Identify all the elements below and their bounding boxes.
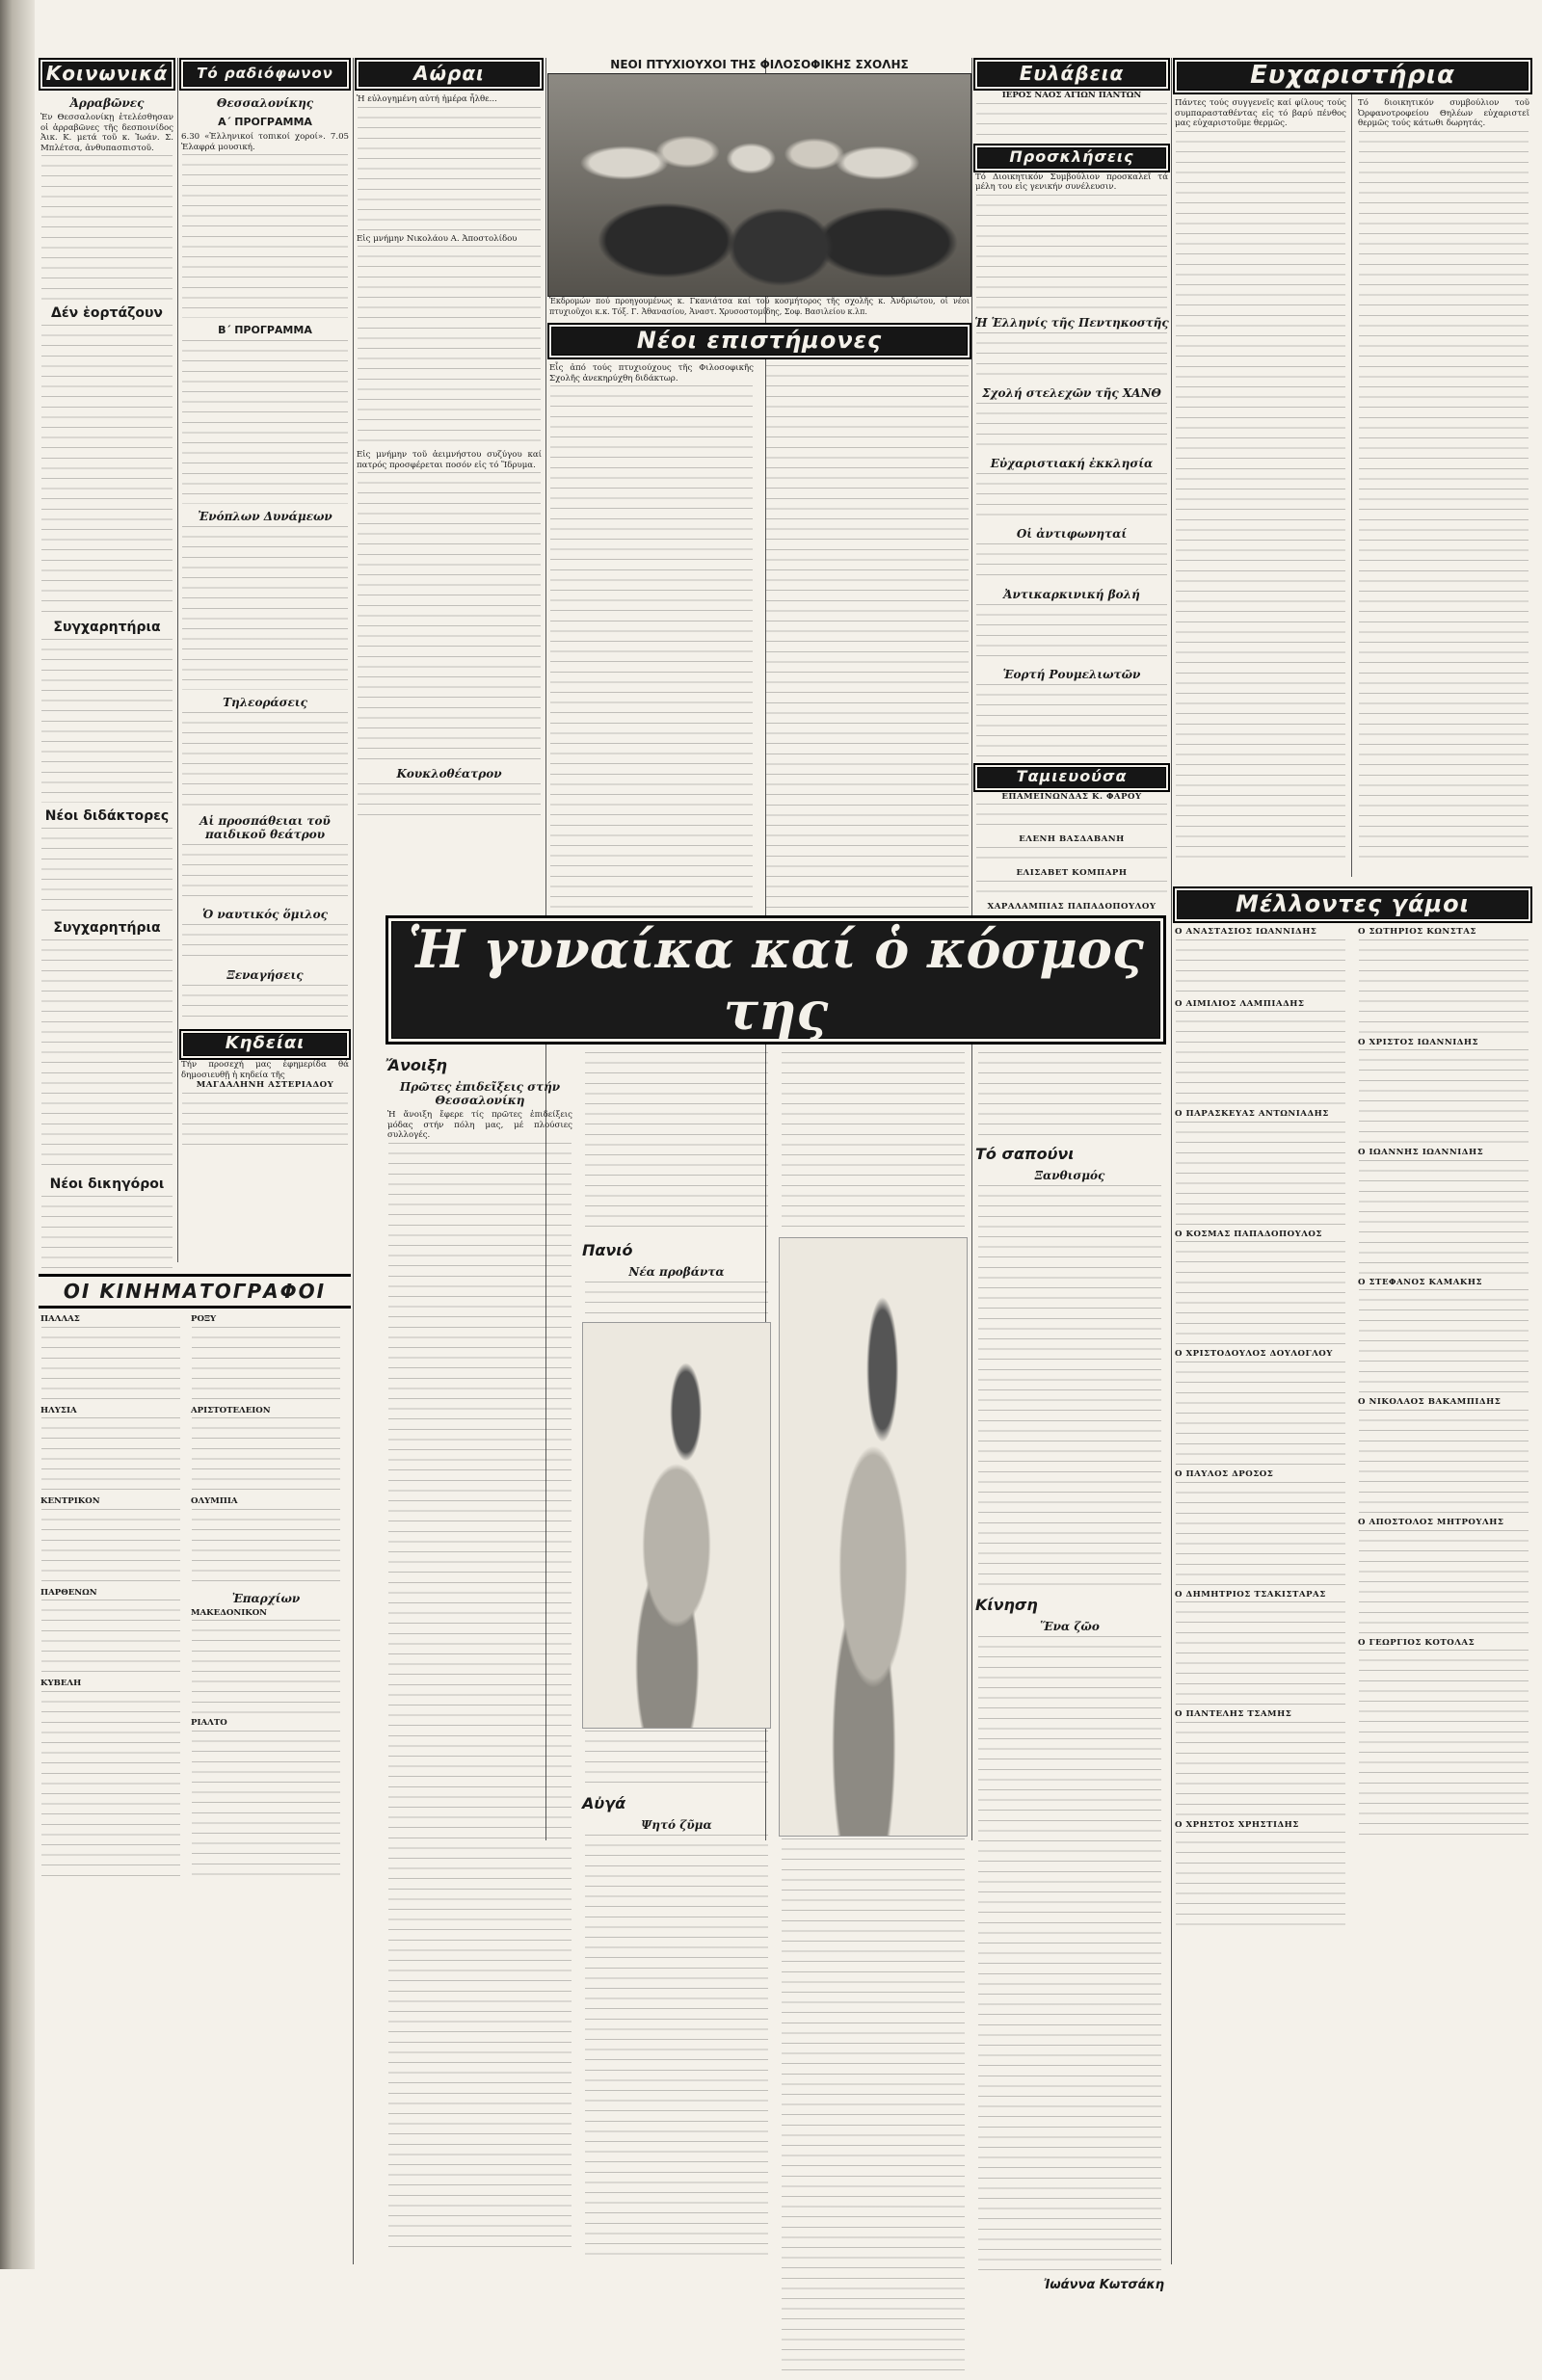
text-block bbox=[1176, 1362, 1345, 1468]
cinema-name: ΑΡΙΣΤΟΤΕΛΕΙΟΝ bbox=[191, 1405, 271, 1415]
text-block bbox=[182, 985, 348, 1023]
groom-name: Ο ΧΡΙΣΤΟΣ ΙΩΑΝΝΙΔΗΣ bbox=[1358, 1037, 1479, 1047]
text-block bbox=[358, 246, 541, 448]
text-block bbox=[1176, 939, 1345, 997]
heading-tileoraseis: Τηλεοράσεις bbox=[223, 696, 307, 710]
banner-nees-epistimones: Νέοι επιστήμονες bbox=[547, 323, 971, 359]
heading-ieros-naos: ΙΕΡΟΣ ΝΑΟΣ ΑΓΙΩΝ ΠΑΝΤΩΝ bbox=[1001, 91, 1142, 100]
text-block bbox=[1359, 1410, 1529, 1516]
article-text: Τό Διοικητικόν Συμβούλιον προσκαλεῖ τά μέλη του εἰς γενικήν συνέλευσιν. bbox=[975, 172, 1168, 193]
heading-eucharistiaki: Εὐχαριστιακή ἐκκλησία bbox=[990, 456, 1154, 470]
article-text: Ἡ ἄνοιξη ἔφερε τίς πρῶτες ἐπιδείξεις μόδας στήν πόλη μας, μέ πλούσιες συλλογές. bbox=[387, 1110, 572, 1141]
article-text: Τό διοικητικόν συμβούλιον τοῦ Ὀρφανοτροφείου Θηλέων εὐχαριστεῖ θερμῶς τούς κάτωθι δωρητάς. bbox=[1358, 98, 1529, 129]
groom-name: Ο ΓΕΩΡΓΙΟΣ ΚΟΤΟΛΑΣ bbox=[1358, 1637, 1476, 1648]
text-block bbox=[192, 1620, 340, 1716]
column-radio bbox=[179, 58, 351, 1262]
text-block bbox=[41, 1196, 173, 1273]
text-block bbox=[41, 155, 173, 300]
heading-xenagiseis: Ξεναγήσεις bbox=[226, 968, 304, 983]
text-block bbox=[358, 783, 541, 822]
article-intro: Ἡ εὐλογημένη αὐτή ἡμέρα ἦλθε... bbox=[357, 94, 497, 104]
text-block bbox=[1176, 1832, 1345, 1928]
groom-name: Ο ΧΡΙΣΤΟΔΟΥΛΟΣ ΔΟΥΛΟΓΛΟΥ bbox=[1175, 1349, 1333, 1360]
text-block bbox=[192, 1509, 340, 1586]
text-block bbox=[1359, 1160, 1529, 1276]
cinema-name: ΠΑΛΛΑΣ bbox=[40, 1314, 80, 1324]
newspaper-page bbox=[39, 58, 1532, 2292]
banner-koinonika: Κοινωνικά bbox=[39, 58, 175, 91]
article-line: Εἰς μνήμην Νικολάου Α. Ἀποστολίδου bbox=[357, 233, 518, 244]
person-name: ΕΠΑΜΕΙΝΩΝΔΑΣ Κ. ΦΑΡΟΥ bbox=[1001, 791, 1142, 802]
text-block bbox=[182, 154, 348, 318]
text-block bbox=[1359, 1530, 1529, 1636]
heading-xoli: Σχολή στελεχῶν τῆς ΧΑΝΘ bbox=[982, 385, 1161, 400]
cinema-name: ΜΑΚΕΔΟΝΙΚΟΝ bbox=[191, 1607, 268, 1618]
text-block bbox=[1359, 1650, 1529, 1842]
groom-name: Ο ΝΙΚΟΛΑΟΣ ΒΑΚΑΜΠΙΔΗΣ bbox=[1358, 1397, 1502, 1408]
groom-name: Ο ΚΟΣΜΑΣ ΠΑΠΑΔΟΠΟΥΛΟΣ bbox=[1175, 1229, 1322, 1239]
heading-cinemas: ΟΙ ΚΙΝΗΜΑΤΟΓΡΑΦΟΙ bbox=[39, 1274, 351, 1309]
text-block bbox=[41, 1509, 180, 1586]
kideia-text: Τήν προσεχή μας ἐφημερίδα θά δημοσιευθῇ ἡ κηδεία τῆς bbox=[181, 1060, 349, 1080]
text-block bbox=[41, 1691, 180, 1884]
text-block bbox=[1176, 1722, 1345, 1818]
heading-anoixi: Ἄνοιξη bbox=[386, 1056, 447, 1074]
photo-names: Ἐκδρομών πού προηγουμένως κ. Γκανιάτσα καί τού κοσμήτορος τῆς σχολῆς κ. Ἀνδριώτου, οἱ νέοι πτυχιοῦχοι κ.κ. Τόξ. Γ. Ἀθανασίου, Ἀναστ. Χρυσοστομίδης, Σοφ. Βασιλείου κ.λπ. bbox=[549, 297, 970, 316]
text-block bbox=[978, 1185, 1161, 1590]
cinema-name: ΗΛΥΣΙΑ bbox=[40, 1405, 77, 1415]
heading-prostasia: Αἱ προσπάθειαι τοῦ παιδικοῦ θεάτρου bbox=[199, 814, 331, 842]
text-block bbox=[1359, 939, 1529, 1036]
article-text: Εἶς ἀπό τούς πτυχιούχους τῆς Φιλοσοφικῆς Σχολῆς ἀνεκηρύχθη διδάκτωρ. bbox=[549, 363, 754, 383]
groom-name: Ο ΧΡΗΣΤΟΣ ΧΡΗΣΤΙΔΗΣ bbox=[1175, 1819, 1299, 1830]
text-block bbox=[358, 107, 541, 232]
heading-xanthismos: Ξανθισμός bbox=[1034, 1169, 1105, 1182]
text-block bbox=[585, 1731, 768, 1788]
photo-caption: ΝΕΟΙ ΠΤΥΧΙΟΥΧΟΙ ΤΗΣ ΦΙΛΟΣΟΦΙΚΗΣ ΣΧΟΛΗΣ bbox=[610, 58, 909, 71]
text-block bbox=[976, 195, 1167, 310]
heading-naftikos: Ὁ ναυτικός ὅμιλος bbox=[202, 908, 328, 922]
heading-ena-zoo: Ἕνα ζῶο bbox=[1040, 1620, 1100, 1633]
banner-mellontes-gamoi: Μέλλοντες γάμοι bbox=[1173, 886, 1532, 923]
heading-den-eortazoun: Δέν ἑορτάζουν bbox=[51, 305, 163, 322]
groom-name: Ο ΑΙΜΙΛΙΟΣ ΛΑΜΠΙΑΔΗΣ bbox=[1175, 998, 1305, 1009]
text-block bbox=[1176, 1601, 1345, 1707]
text-block bbox=[782, 1052, 965, 1235]
text-block bbox=[182, 924, 348, 963]
text-block bbox=[41, 1600, 180, 1677]
heading-thessaloniki: Θεσσαλονίκης bbox=[216, 96, 314, 110]
heading-avga: Αὐγά bbox=[582, 1794, 626, 1812]
groom-name: Ο ΔΗΜΗΤΡΙΟΣ ΤΣΑΚΙΣΤΑΡΑΣ bbox=[1175, 1589, 1326, 1600]
groom-name: Ο ΑΠΟΣΤΟΛΟΣ ΜΗΤΡΟΥΛΗΣ bbox=[1358, 1517, 1504, 1527]
article-text: Εἰς μνήμην τοῦ ἀειμνήστου συζύγου καί πατρός προσφέρεται ποσόν εἰς τό Ἵδρυμα. bbox=[357, 450, 542, 470]
banner-aorai: Αώραι bbox=[355, 58, 544, 91]
text-block bbox=[585, 1052, 768, 1235]
person-name: ΕΛΙΣΑΒΕΤ ΚΟΜΠΑΡΗ bbox=[1016, 867, 1128, 878]
text-block bbox=[41, 639, 173, 803]
heading-neoi-dikigoroi: Νέοι δικηγόροι bbox=[49, 1177, 165, 1193]
cinemas-section bbox=[39, 1274, 351, 2264]
page-fold-shadow bbox=[0, 0, 35, 2269]
text-block bbox=[976, 403, 1167, 451]
text-block bbox=[976, 847, 1167, 866]
text-block bbox=[766, 365, 969, 914]
text-block bbox=[976, 881, 1167, 900]
heading-protes: Πρῶτες ἐπιδεῖξεις στήν Θεσσαλονίκη bbox=[399, 1080, 561, 1107]
text-block bbox=[182, 1093, 348, 1150]
groom-name: Ο ΣΤΕΦΑΝΟΣ ΚΑΜΑΚΗΣ bbox=[1358, 1277, 1483, 1287]
heading-kouklothearon: Κουκλοθέατρον bbox=[396, 767, 502, 781]
article-text: Ἐν Θεσσαλονίκῃ ἐτελέσθησαν οἱ ἀρραβῶνες τῆς δεσποινίδος Ἀικ. Κ. μετά τοῦ κ. Ἰωάν. Σ. Μπλέτσα, ἀνθυπασπιστοῦ. bbox=[40, 113, 173, 153]
text-block bbox=[1176, 1122, 1345, 1228]
heading-eorti: Ἑορτή Ρουμελιωτῶν bbox=[1002, 667, 1141, 681]
column-aorai bbox=[355, 58, 544, 925]
text-block bbox=[41, 1327, 180, 1404]
heading-pano: Πανιό bbox=[582, 1241, 633, 1259]
heading-eparchion: Ἐπαρχίων bbox=[231, 1591, 301, 1605]
heading-arravones: Ἀρραβῶνες bbox=[69, 96, 145, 110]
fashion-illustration bbox=[582, 1322, 771, 1729]
text-block bbox=[976, 804, 1167, 833]
text-block bbox=[1176, 1241, 1345, 1347]
column-graduates bbox=[547, 58, 971, 925]
heading-pentekostis: Ἡ Ἑλληνίς τῆς Πεντηκοστῆς bbox=[974, 315, 1169, 330]
heading-kinisi: Κίνηση bbox=[975, 1596, 1038, 1614]
groom-name: Ο ΣΩΤΗΡΙΟΣ ΚΩΝΣΤΑΣ bbox=[1358, 927, 1476, 937]
text-block bbox=[41, 1417, 180, 1494]
text-block bbox=[1176, 1011, 1345, 1107]
text-block bbox=[182, 526, 348, 690]
text-block bbox=[1359, 1049, 1529, 1146]
person-name: ΧΑΡΑΛΑΜΠΙΑΣ ΠΑΠΑΔΟΠΟΥΛΟΥ bbox=[987, 901, 1156, 912]
column-social bbox=[39, 58, 175, 1262]
text-block bbox=[1359, 131, 1529, 863]
person-name: ΕΛΕΝΗ ΒΑΣΔΑΒΑΝΗ bbox=[1019, 834, 1125, 845]
column-thanks bbox=[1173, 58, 1532, 877]
text-block bbox=[976, 543, 1167, 582]
heading-antikarkiniki: Ἀντικαρκινική βολή bbox=[1003, 587, 1140, 601]
column-church bbox=[973, 58, 1170, 925]
cinema-name: ΚΥΒΕΛΗ bbox=[40, 1679, 82, 1689]
heading-nea-provanta: Νέα προβάντα bbox=[628, 1265, 725, 1279]
text-block bbox=[976, 103, 1167, 142]
column-rule bbox=[1171, 58, 1172, 2264]
text-block bbox=[182, 844, 348, 902]
groom-name: Ο ΠΑΝΤΕΛΗΣ ΤΣΑΜΗΣ bbox=[1175, 1709, 1292, 1720]
cinema-name: ΡΙΑΛΤΟ bbox=[191, 1718, 227, 1729]
program-line: 6.30 «Ἑλληνικοί τοπικοί χοροί». 7.05 Ἐλαφρά μουσική. bbox=[181, 132, 349, 152]
text-block bbox=[182, 340, 348, 504]
banner-eulabeia: Ευλάβεια bbox=[973, 58, 1170, 91]
text-block bbox=[585, 1282, 768, 1320]
heading-sygxaritiria: Συγχαρητήρια bbox=[53, 620, 161, 636]
text-block bbox=[976, 684, 1167, 761]
text-block bbox=[1359, 1289, 1529, 1395]
heading-antifonites: Οἱ ἀντιφωνηταί bbox=[1016, 526, 1128, 541]
author-signature: Ἰωάννα Κωτσάκη bbox=[1044, 2278, 1164, 2292]
heading-neoi-didaktores: Νέοι διδάκτορες bbox=[44, 808, 170, 825]
groom-name: Ο ΑΝΑΣΤΑΣΙΟΣ ΙΩΑΝΝΙΔΗΣ bbox=[1175, 927, 1317, 937]
text-block bbox=[41, 828, 173, 914]
text-block bbox=[550, 385, 753, 925]
text-block bbox=[976, 473, 1167, 521]
text-block bbox=[182, 712, 348, 808]
fashion-illustration bbox=[779, 1237, 968, 1837]
heading-enoplon: Ἐνόπλων Δυνάμεων bbox=[198, 510, 332, 524]
text-block bbox=[41, 325, 173, 614]
column-rule bbox=[177, 58, 178, 1262]
text-block bbox=[388, 1143, 572, 2251]
banner-women-world: Ἡ γυναίκα καί ὁ κόσμος της bbox=[386, 915, 1166, 1045]
text-block bbox=[41, 939, 173, 1171]
text-block bbox=[585, 1835, 768, 2259]
banner-prosklaseis: Προσκλήσεις bbox=[973, 144, 1170, 172]
heading-piato: Ψητό ζῦμα bbox=[641, 1818, 712, 1832]
banner-kideia: Κηδείαι bbox=[179, 1029, 351, 1060]
cinema-name: ΟΛΥΜΠΙΑ bbox=[191, 1496, 238, 1507]
heading-sygxaritiria-2: Συγχαρητήρια bbox=[53, 920, 161, 937]
heading-to-sapouni: Τό σαπούνι bbox=[975, 1145, 1075, 1163]
groom-name: Ο ΠΑΡΑΣΚΕΥΑΣ ΑΝΤΩΝΙΑΔΗΣ bbox=[1175, 1109, 1329, 1120]
text-block bbox=[1176, 1482, 1345, 1588]
text-block bbox=[1176, 131, 1345, 863]
cinema-name: ΡΟΞΥ bbox=[191, 1314, 217, 1324]
cinema-name: ΚΕΝΤΡΙΚΟΝ bbox=[40, 1496, 100, 1507]
kideia-name: ΜΑΓΔΑΛΗΝΗ ΑΣΤΕΡΙΑΔΟΥ bbox=[196, 1080, 334, 1091]
heading-a-programma: Α΄ ΠΡΟΓΡΑΜΜΑ bbox=[218, 116, 312, 128]
text-block bbox=[192, 1731, 340, 1875]
banner-eucharisteria: Ευχαριστήρια bbox=[1173, 58, 1532, 94]
text-block bbox=[978, 1052, 1161, 1139]
groom-name: Ο ΠΑΥΛΟΣ ΔΡΟΣΟΣ bbox=[1175, 1468, 1274, 1479]
text-block bbox=[192, 1417, 340, 1494]
text-block bbox=[192, 1327, 340, 1404]
column-rule bbox=[353, 58, 354, 2264]
article-text: Πάντες τούς συγγενεῖς καί φίλους τούς συμπαρασταθέντας εἰς τό βαρύ πένθος μας εὐχαριστοῦμε θερμῶς. bbox=[1175, 98, 1346, 129]
banner-radio: Τό ραδιόφωνον bbox=[179, 58, 351, 91]
text-block bbox=[782, 1838, 965, 2378]
banner-tamieuousa: Ταμιευούσα bbox=[973, 763, 1170, 792]
text-block bbox=[358, 472, 541, 761]
heading-b-programma: Β΄ ΠΡΟΓΡΑΜΜΑ bbox=[218, 324, 312, 337]
cinema-name: ΠΑΡΘΕΝΩΝ bbox=[40, 1587, 97, 1598]
graduates-photo bbox=[547, 73, 971, 297]
column-weddings bbox=[1173, 886, 1532, 2264]
women-section bbox=[386, 915, 1166, 2292]
text-block bbox=[978, 1636, 1161, 2272]
groom-name: Ο ΙΩΑΝΝΗΣ ΙΩΑΝΝΙΔΗΣ bbox=[1358, 1148, 1484, 1158]
text-block bbox=[976, 604, 1167, 662]
text-block bbox=[976, 332, 1167, 381]
